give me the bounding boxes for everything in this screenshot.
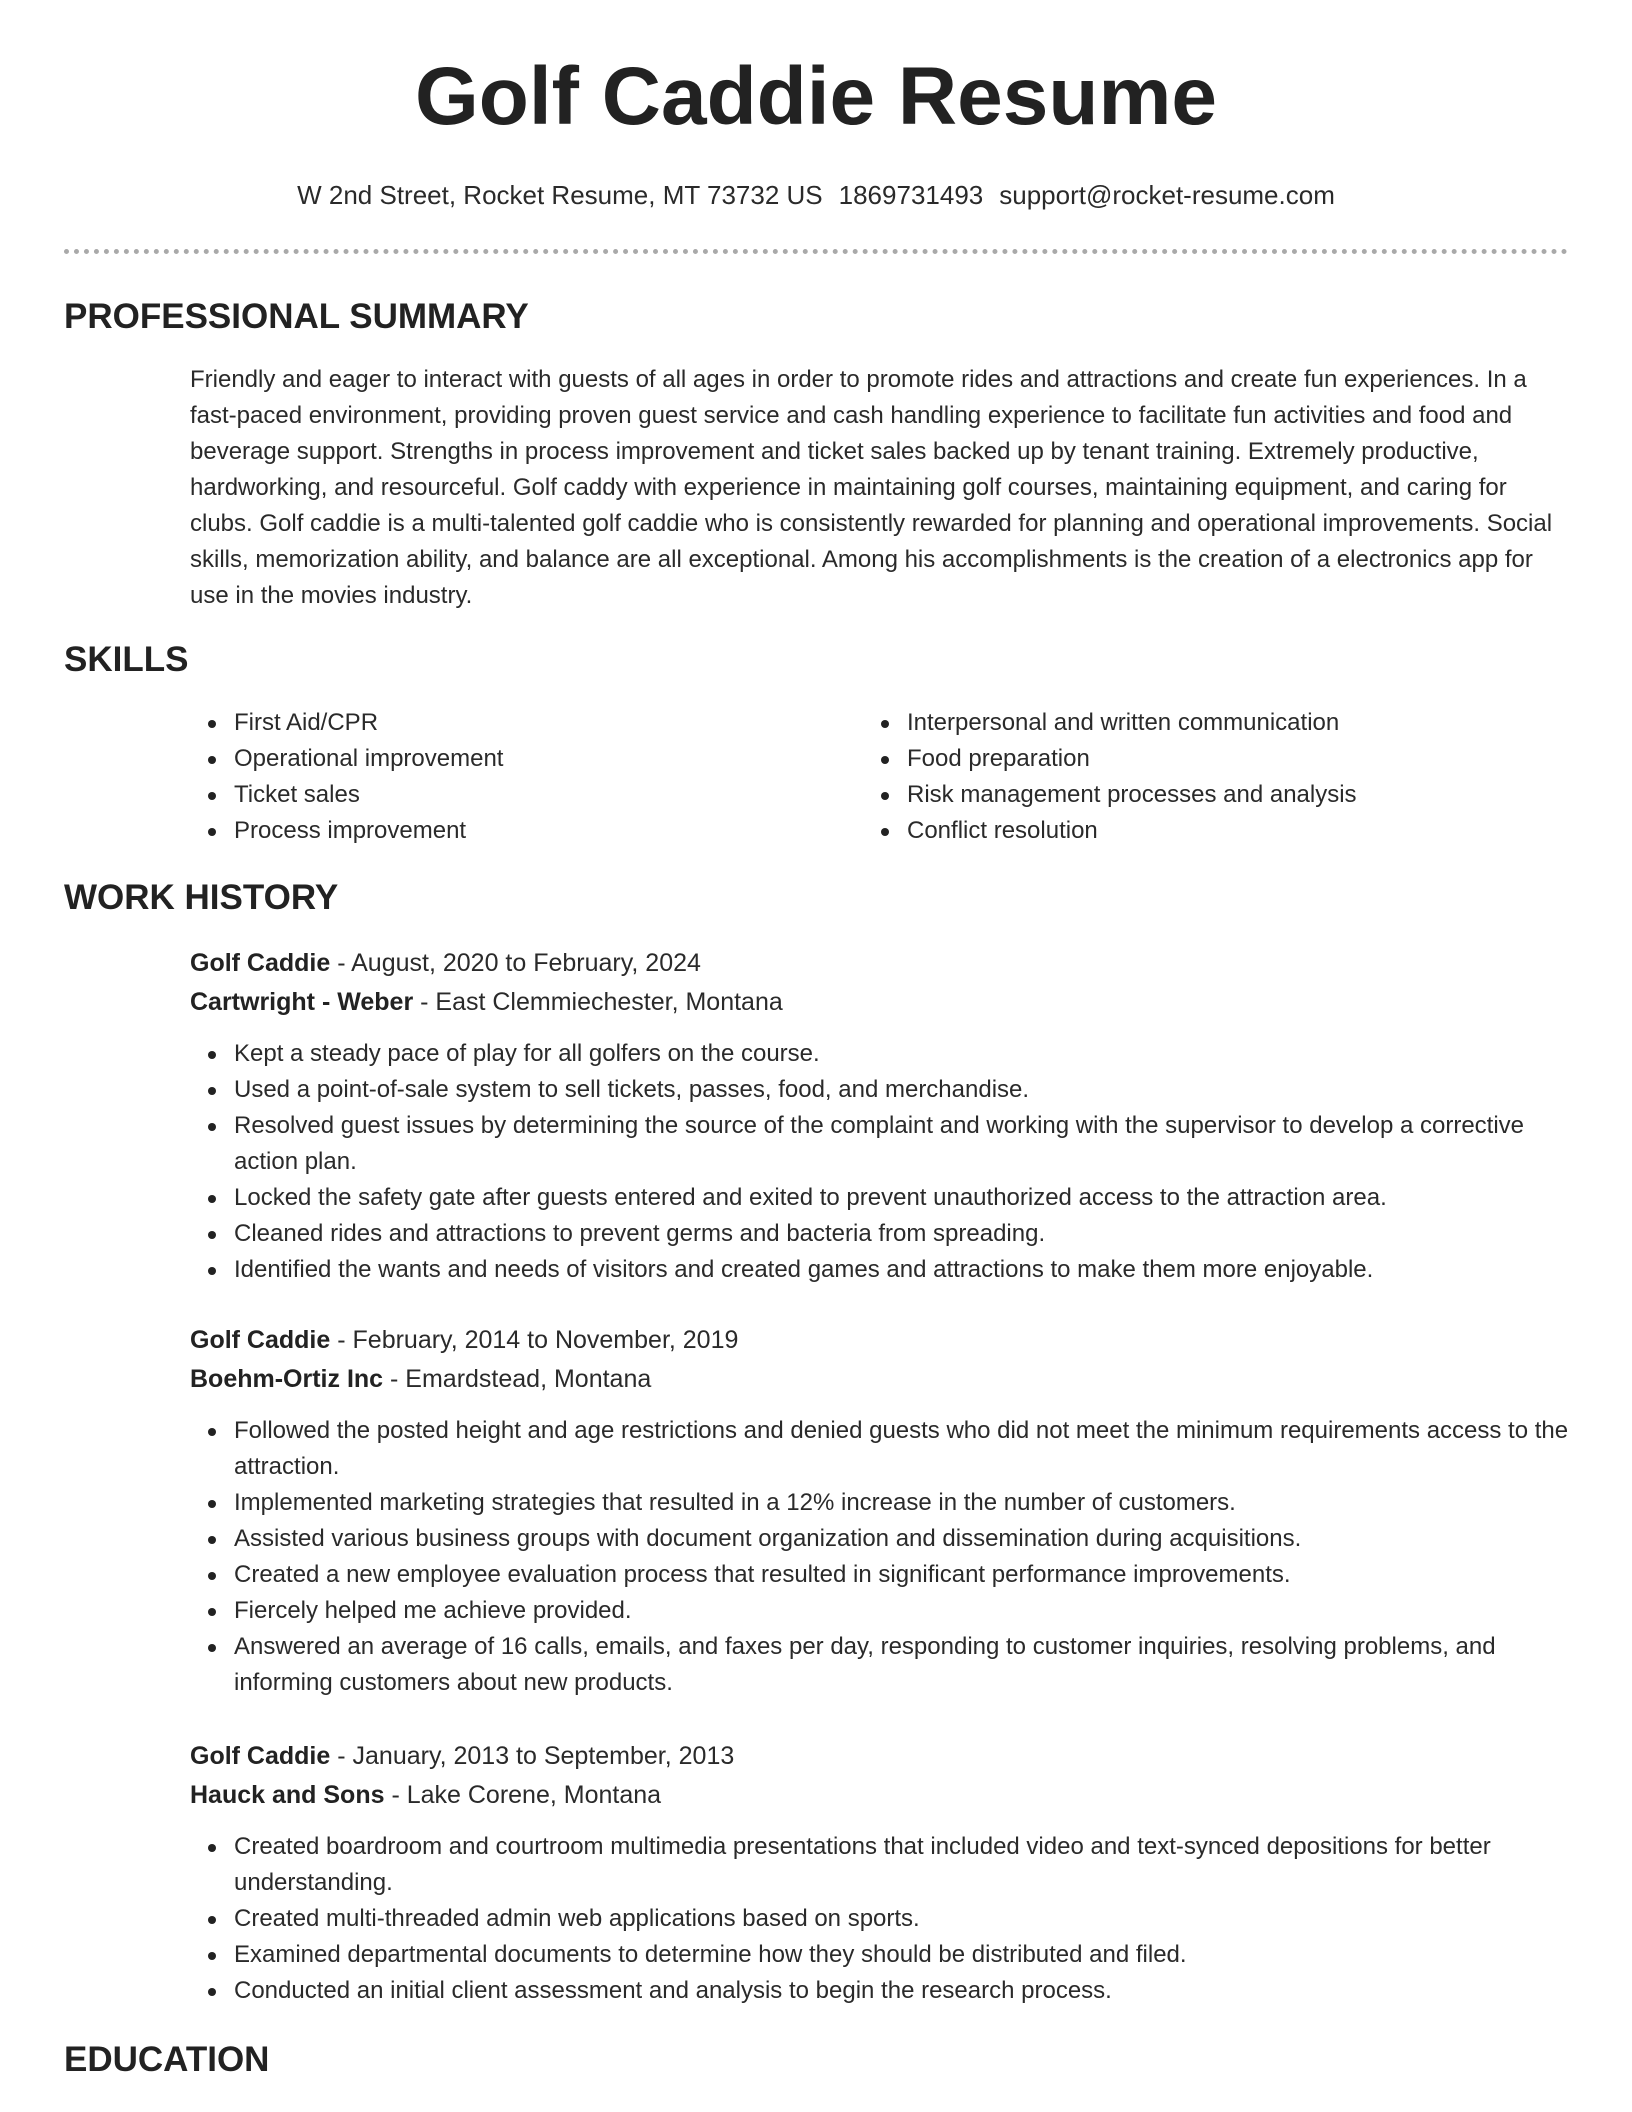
contact-line bbox=[0, 180, 1632, 211]
job-bullet: Conducted an initial client assessment and analysis to begin the research process. bbox=[190, 1973, 1570, 2009]
skills-column-left bbox=[190, 705, 870, 849]
job-company-line bbox=[190, 983, 783, 1021]
skill-item: Operational improvement bbox=[190, 741, 870, 777]
job-dates: - February, 2014 to November, 2019 bbox=[330, 1326, 739, 1354]
summary-heading: PROFESSIONAL SUMMARY bbox=[64, 297, 529, 336]
contact-email: support@rocket-resume.com bbox=[999, 180, 1335, 210]
job-bullet: Created boardroom and courtroom multimedia presentations that included video and text-synced depositions for better understanding. bbox=[190, 1829, 1570, 1901]
contact-phone: 1869731493 bbox=[838, 180, 984, 210]
job-bullet: Kept a steady pace of play for all golfers on the course. bbox=[190, 1036, 1570, 1072]
job-bullet: Followed the posted height and age restrictions and denied guests who did not meet the minimum requirements access to the attraction. bbox=[190, 1413, 1570, 1485]
job-bullet: Implemented marketing strategies that resulted in a 12% increase in the number of customers. bbox=[190, 1485, 1570, 1521]
skill-item: Food preparation bbox=[863, 741, 1543, 777]
job-bullet: Identified the wants and needs of visitors and created games and attractions to make them more enjoyable. bbox=[190, 1252, 1570, 1288]
job-bullet: Created a new employee evaluation process that resulted in significant performance improvements. bbox=[190, 1557, 1570, 1593]
job-bullet: Used a point-of-sale system to sell tickets, passes, food, and merchandise. bbox=[190, 1072, 1570, 1108]
job-bullet: Created multi-threaded admin web applications based on sports. bbox=[190, 1901, 1570, 1937]
job-company: Hauck and Sons bbox=[190, 1781, 385, 1809]
job-title-line bbox=[190, 944, 701, 982]
job-location: - East Clemmiechester, Montana bbox=[413, 988, 783, 1016]
job-title: Golf Caddie bbox=[190, 949, 331, 977]
skill-item: Process improvement bbox=[190, 813, 870, 849]
job-bullet: Fiercely helped me achieve provided. bbox=[190, 1593, 1570, 1629]
job-bullet: Cleaned rides and attractions to prevent germs and bacteria from spreading. bbox=[190, 1216, 1570, 1252]
job-dates: - August, 2020 to February, 2024 bbox=[330, 949, 701, 977]
work-history-heading: WORK HISTORY bbox=[64, 878, 339, 917]
header-divider bbox=[64, 249, 1568, 254]
skill-item: Risk management processes and analysis bbox=[863, 777, 1543, 813]
job-title: Golf Caddie bbox=[190, 1742, 331, 1770]
education-heading: EDUCATION bbox=[64, 2040, 270, 2079]
job-bullet: Locked the safety gate after guests entered and exited to prevent unauthorized access to the attraction area. bbox=[190, 1180, 1570, 1216]
job-title-line bbox=[190, 1737, 734, 1775]
job-dates: - January, 2013 to September, 2013 bbox=[330, 1742, 735, 1770]
skill-item: Interpersonal and written communication bbox=[863, 705, 1543, 741]
job-company-line bbox=[190, 1360, 651, 1398]
job-location: - Lake Corene, Montana bbox=[384, 1781, 662, 1809]
job-bullets bbox=[190, 1413, 1570, 1701]
skill-item: Conflict resolution bbox=[863, 813, 1543, 849]
job-bullet: Examined departmental documents to determine how they should be distributed and filed. bbox=[190, 1937, 1570, 1973]
contact-address: W 2nd Street, Rocket Resume, MT 73732 US bbox=[297, 180, 823, 210]
job-title: Golf Caddie bbox=[190, 1326, 331, 1354]
job-bullet: Answered an average of 16 calls, emails, and faxes per day, responding to customer inquiries, resolving problems, and informing customers about new products. bbox=[190, 1629, 1570, 1701]
skill-item: First Aid/CPR bbox=[190, 705, 870, 741]
job-bullets bbox=[190, 1036, 1570, 1288]
job-bullet: Resolved guest issues by determining the source of the complaint and working with the supervisor to develop a corrective action plan. bbox=[190, 1108, 1570, 1180]
job-company: Boehm-Ortiz Inc bbox=[190, 1365, 384, 1393]
job-title-line bbox=[190, 1321, 738, 1359]
job-company: Cartwright - Weber bbox=[190, 988, 414, 1016]
job-bullets bbox=[190, 1829, 1570, 2009]
skill-item: Ticket sales bbox=[190, 777, 870, 813]
summary-text: Friendly and eager to interact with guests of all ages in order to promote rides and attractions and create fun experiences. In a fast-paced environment, providing proven guest service and cash handling experience to facilitate fun activities and food and beverage support. Strengths in process improvement and ticket sales backed up by tenant training. Extremely productive, hardworking, and resourceful. Golf caddy with experience in maintaining golf courses, maintaining equipment, and caring for clubs. Golf caddie is a multi-talented golf caddie who is consistently rewarded for planning and operational improvements. Social skills, memorization ability, and balance are all exceptional. Among his accomplishments is the creation of a electronics app for use in the movies industry. bbox=[190, 366, 1553, 609]
job-bullet: Assisted various business groups with document organization and dissemination during acquisitions. bbox=[190, 1521, 1570, 1557]
skills-column-right bbox=[863, 705, 1543, 849]
resume-title: Golf Caddie Resume bbox=[415, 51, 1217, 142]
job-location: - Emardstead, Montana bbox=[383, 1365, 652, 1393]
skills-heading: SKILLS bbox=[64, 640, 189, 679]
job-company-line bbox=[190, 1776, 661, 1814]
